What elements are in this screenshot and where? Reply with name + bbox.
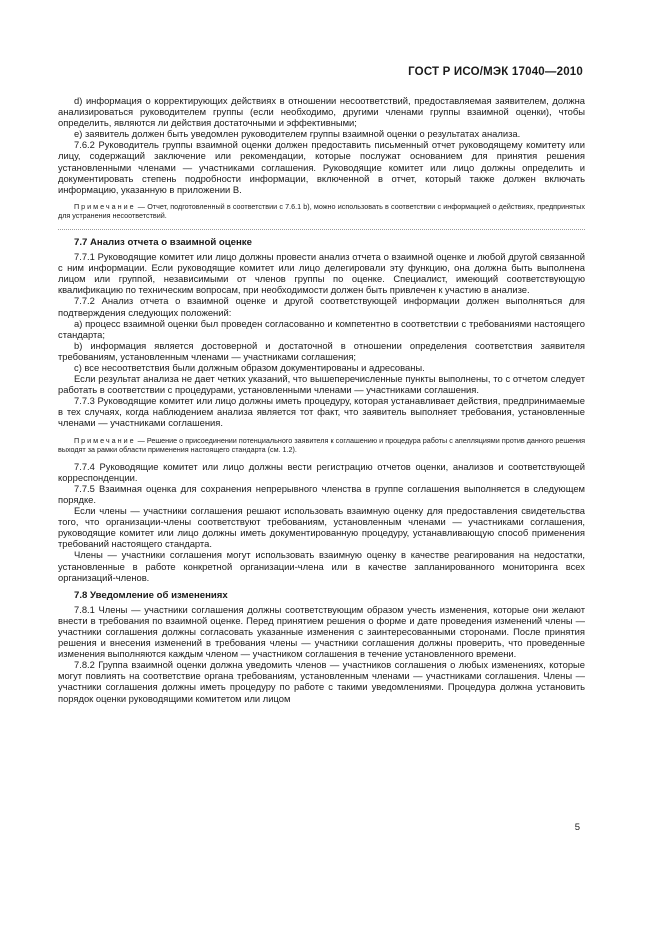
clause-7-7-2-b: b) информация является достоверной и достаточной в отношении определения соответствия заявителя требованиям, установленным членами — участниками соглашения; bbox=[58, 339, 585, 362]
clause-7-7-1: 7.7.1 Руководящие комитет или лицо должны провести анализ отчета о взаимной оценке и любой другой связанной с ним информации. Если руководящие комитет или лицо делегировали эту функцию, она должна быть выполнена лицом или группой, независимыми от членов группы по оценке. Специалист, имеющий соответствующую квалификацию по техническим вопросам, при необходимости должен быть привлечен к участию в анализе. bbox=[58, 251, 585, 296]
standard-header: ГОСТ Р ИСО/МЭК 17040—2010 bbox=[408, 66, 583, 78]
clause-7-7-2-result: Если результат анализа не дает четких указаний, что вышеперечисленные пункты выполнены, то с отчетом следует работать в соответствии с процедурами, установленными членами — участниками соглашения. bbox=[58, 373, 585, 396]
heading-7-8: 7.8 Уведомление об изменениях bbox=[74, 589, 228, 601]
note-1 bbox=[58, 202, 585, 221]
note-2-text: — Решение о присоединении потенциального заявителя к соглашению и процедура работы с апелляциями против данного решения выходят за рамки области применения настоящего стандарта (см. 1.2). bbox=[58, 435, 585, 455]
clause-7-7-5: 7.7.5 Взаимная оценка для сохранения непрерывного членства в группе соглашения выполняется в следующем порядке. bbox=[58, 482, 585, 505]
clause-7-7-3: 7.7.3 Руководящие комитет или лицо должны иметь процедуру, которая устанавливает действия, предпринимаемые в тех случаях, когда наблюдением анализа является тот факт, что заявитель выполняет требования, установленные членами — участниками соглашения. bbox=[58, 395, 585, 429]
note-1-text: — Отчет, подготовленный в соответствии с 7.6.1 b), можно использовать в соответствии с информацией о действиях, предпринятых для устранения несоответствий. bbox=[58, 201, 585, 221]
clause-7-8-1: 7.8.1 Члены — участники соглашения должны соответствующим образом учесть изменения, которые они желают внести в требования по взаимной оценке. Перед принятием решения о форме и дате проведения изменений члены — участники соглашения должны согласовать указанные изменения с заинтересованными сторонами. После принятия решения и внесения изменений в требования члены — участники соглашения должны проверить, что проведенные изменения выполняются каждым членом — участником соглашения в течение установленного времени. bbox=[58, 603, 585, 660]
clause-7-7-2: 7.7.2 Анализ отчета о взаимной оценке и другой соответствующей информации должен выполняться для подтверждения следующих положений: bbox=[58, 295, 585, 318]
note-1-label: Примечание bbox=[74, 201, 136, 211]
section-divider bbox=[58, 229, 585, 230]
clause-7-7-2-a: а) процесс взаимной оценки был проведен согласованно и компетентно в соответствии с требованиями настоящего стандарта; bbox=[58, 317, 585, 340]
item-d: d) информация о корректирующих действиях в отношении несоответствий, предоставляемая заявителем, должна анализироваться руководителем группы (если необходимо, другими членами группы взаимной оценки), чтобы определить, являются ли действия достаточными и эффективными; bbox=[58, 95, 585, 129]
heading-7-7: 7.7 Анализ отчета о взаимной оценке bbox=[74, 237, 252, 249]
clause-7-7-4: 7.7.4 Руководящие комитет или лицо должны вести регистрацию отчетов оценки, анализов и соответствующей корреспонденции. bbox=[58, 460, 585, 483]
clause-7-6-2: 7.6.2 Руководитель группы взаимной оценки должен предоставить письменный отчет руководящему комитету или лицу, содержащий заключение или рекомендации, которые послужат основанием для принятия решения установленными членами — участниками соглашения. Руководящие комитет или лицо должны определить и документировать степень подробности информации, включенной в отчет, который также должен включать информацию, указанную в приложении В. bbox=[58, 139, 585, 195]
clause-7-8-2: 7.8.2 Группа взаимной оценки должна уведомить членов — участников соглашения о любых изменениях, которые могут повлиять на соответствие органа требованиям, установленным членами — участниками соглашения. Члены — участники соглашения должны иметь процедуру по работе с такими уведомлениями. Процедура должна установить порядок оценки руководящими комитетом или лицом bbox=[58, 659, 585, 704]
page-number: 5 bbox=[574, 822, 580, 833]
document-body bbox=[58, 95, 585, 704]
note-2-label: Примечание bbox=[74, 435, 136, 445]
clause-7-7-5-response: Члены — участники соглашения могут использовать взаимную оценку в качестве реагирования на недостатки, установленные в работе конкретной организации-члена или в качестве запланированного мониторинга всех организаций-членов. bbox=[58, 549, 585, 583]
note-2 bbox=[58, 436, 585, 455]
clause-7-7-5-members: Если члены — участники соглашения решают использовать взаимную оценку для предоставления свидетельства того, что организации-члены соответствуют требованиям, установленным членами — участниками соглашения, руководящие комитет или лицо должны иметь документированную процедуру, устанавливающую способ применения требований настоящего стандарта. bbox=[58, 505, 585, 550]
clause-7-7-2-c: с) все несоответствия были должным образом документированы и адресованы. bbox=[74, 361, 425, 373]
item-e: е) заявитель должен быть уведомлен руководителем группы взаимной оценки о результатах анализа. bbox=[74, 128, 521, 140]
